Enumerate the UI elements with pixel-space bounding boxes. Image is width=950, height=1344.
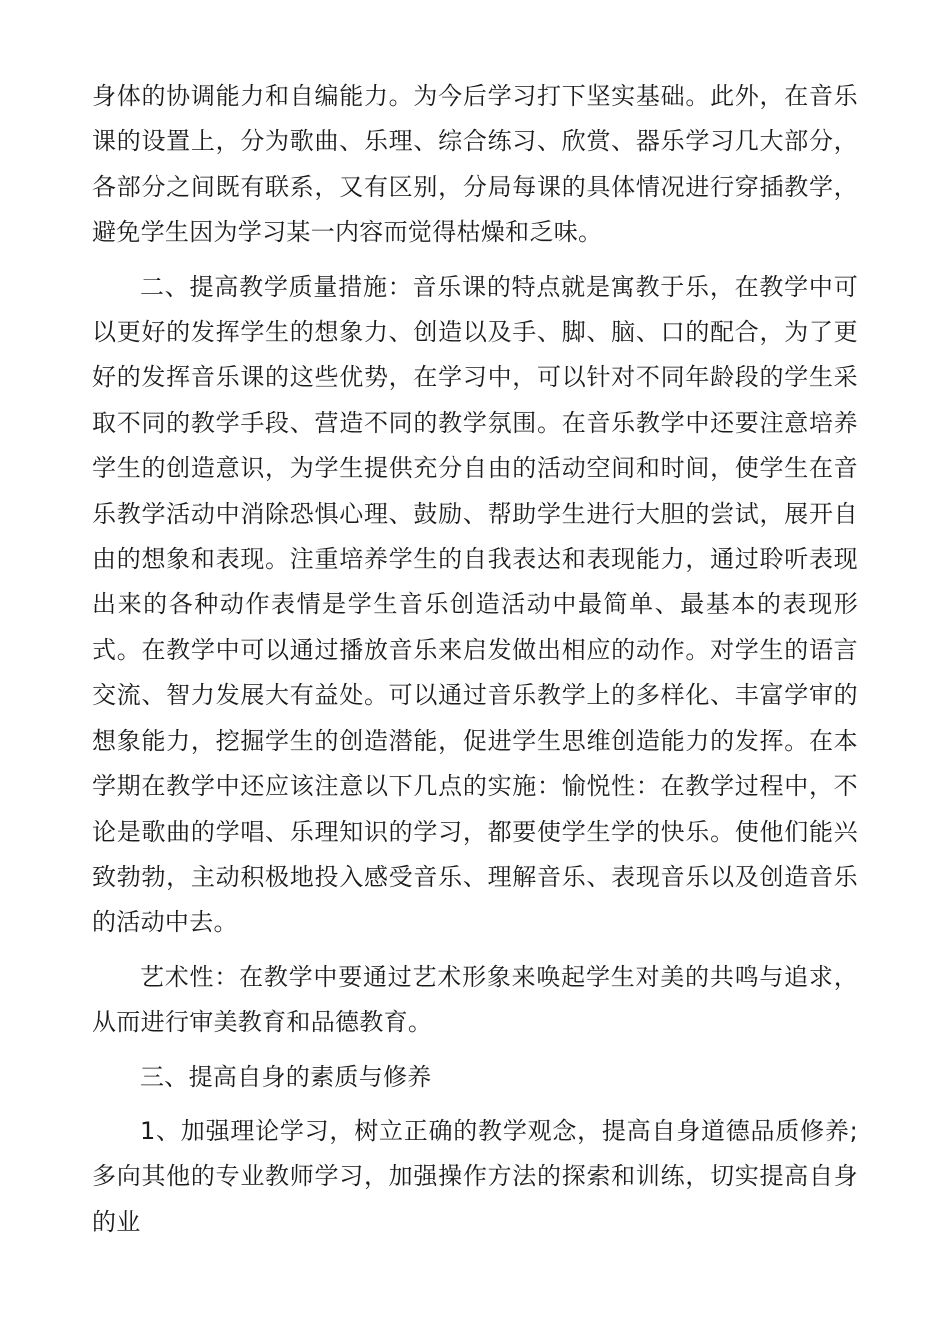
paragraph-theory-study: 1、加强理论学习，树立正确的教学观念，提高自身道德品质修养;多向其他的专业教师学习，加强操作方法的探索和训练，切实提高自身的业 xyxy=(92,1116,858,1236)
section-heading-self-improvement: 三、提高自身的素质与修养 xyxy=(140,1062,432,1091)
document-page xyxy=(92,74,858,1245)
paragraph-continued: 身体的协调能力和自编能力。为今后学习打下坚实基础。此外，在音乐课的设置上，分为歌曲、乐理、综合练习、欣赏、器乐学习几大部分，各部分之间既有联系，又有区别，分局每课的具体情况进行穿插教学，避免学生因为学习某一内容而觉得枯燥和乏味。 xyxy=(92,82,858,247)
paragraph-teaching-quality: 二、提高教学质量措施：音乐课的特点就是寓教于乐，在教学中可以更好的发挥学生的想象力、创造以及手、脚、脑、口的配合，为了更好的发挥音乐课的这些优势，在学习中，可以针对不同年龄段的学生采取不同的教学手段、营造不同的教学氛围。在音乐教学中还要注意培养学生的创造意识，为学生提供充分自由的活动空间和时间，使学生在音乐教学活动中消除恐惧心理、鼓励、帮助学生进行大胆的尝试，展开自由的想象和表现。注重培养学生的自我表达和表现能力，通过聆听表现出来的各种动作表情是学生音乐创造活动中最简单、最基本的表现形式。在教学中可以通过播放音乐来启发做出相应的动作。对学生的语言交流、智力发展大有益处。可以通过音乐教学上的多样化、丰富学审的想象能力，挖掘学生的创造潜能，促进学生思维创造能力的发挥。在本学期在教学中还应该注意以下几点的实施：愉悦性：在教学过程中，不论是歌曲的学唱、乐理知识的学习，都要使学生学的快乐。使他们能兴致勃勃，主动积极地投入感受音乐、理解音乐、表现音乐以及创造音乐的活动中去。 xyxy=(92,272,858,937)
paragraph-artistry: 艺术性：在教学中要通过艺术形象来唤起学生对美的共鸣与追求，从而进行审美教育和品德教育。 xyxy=(92,962,858,1037)
